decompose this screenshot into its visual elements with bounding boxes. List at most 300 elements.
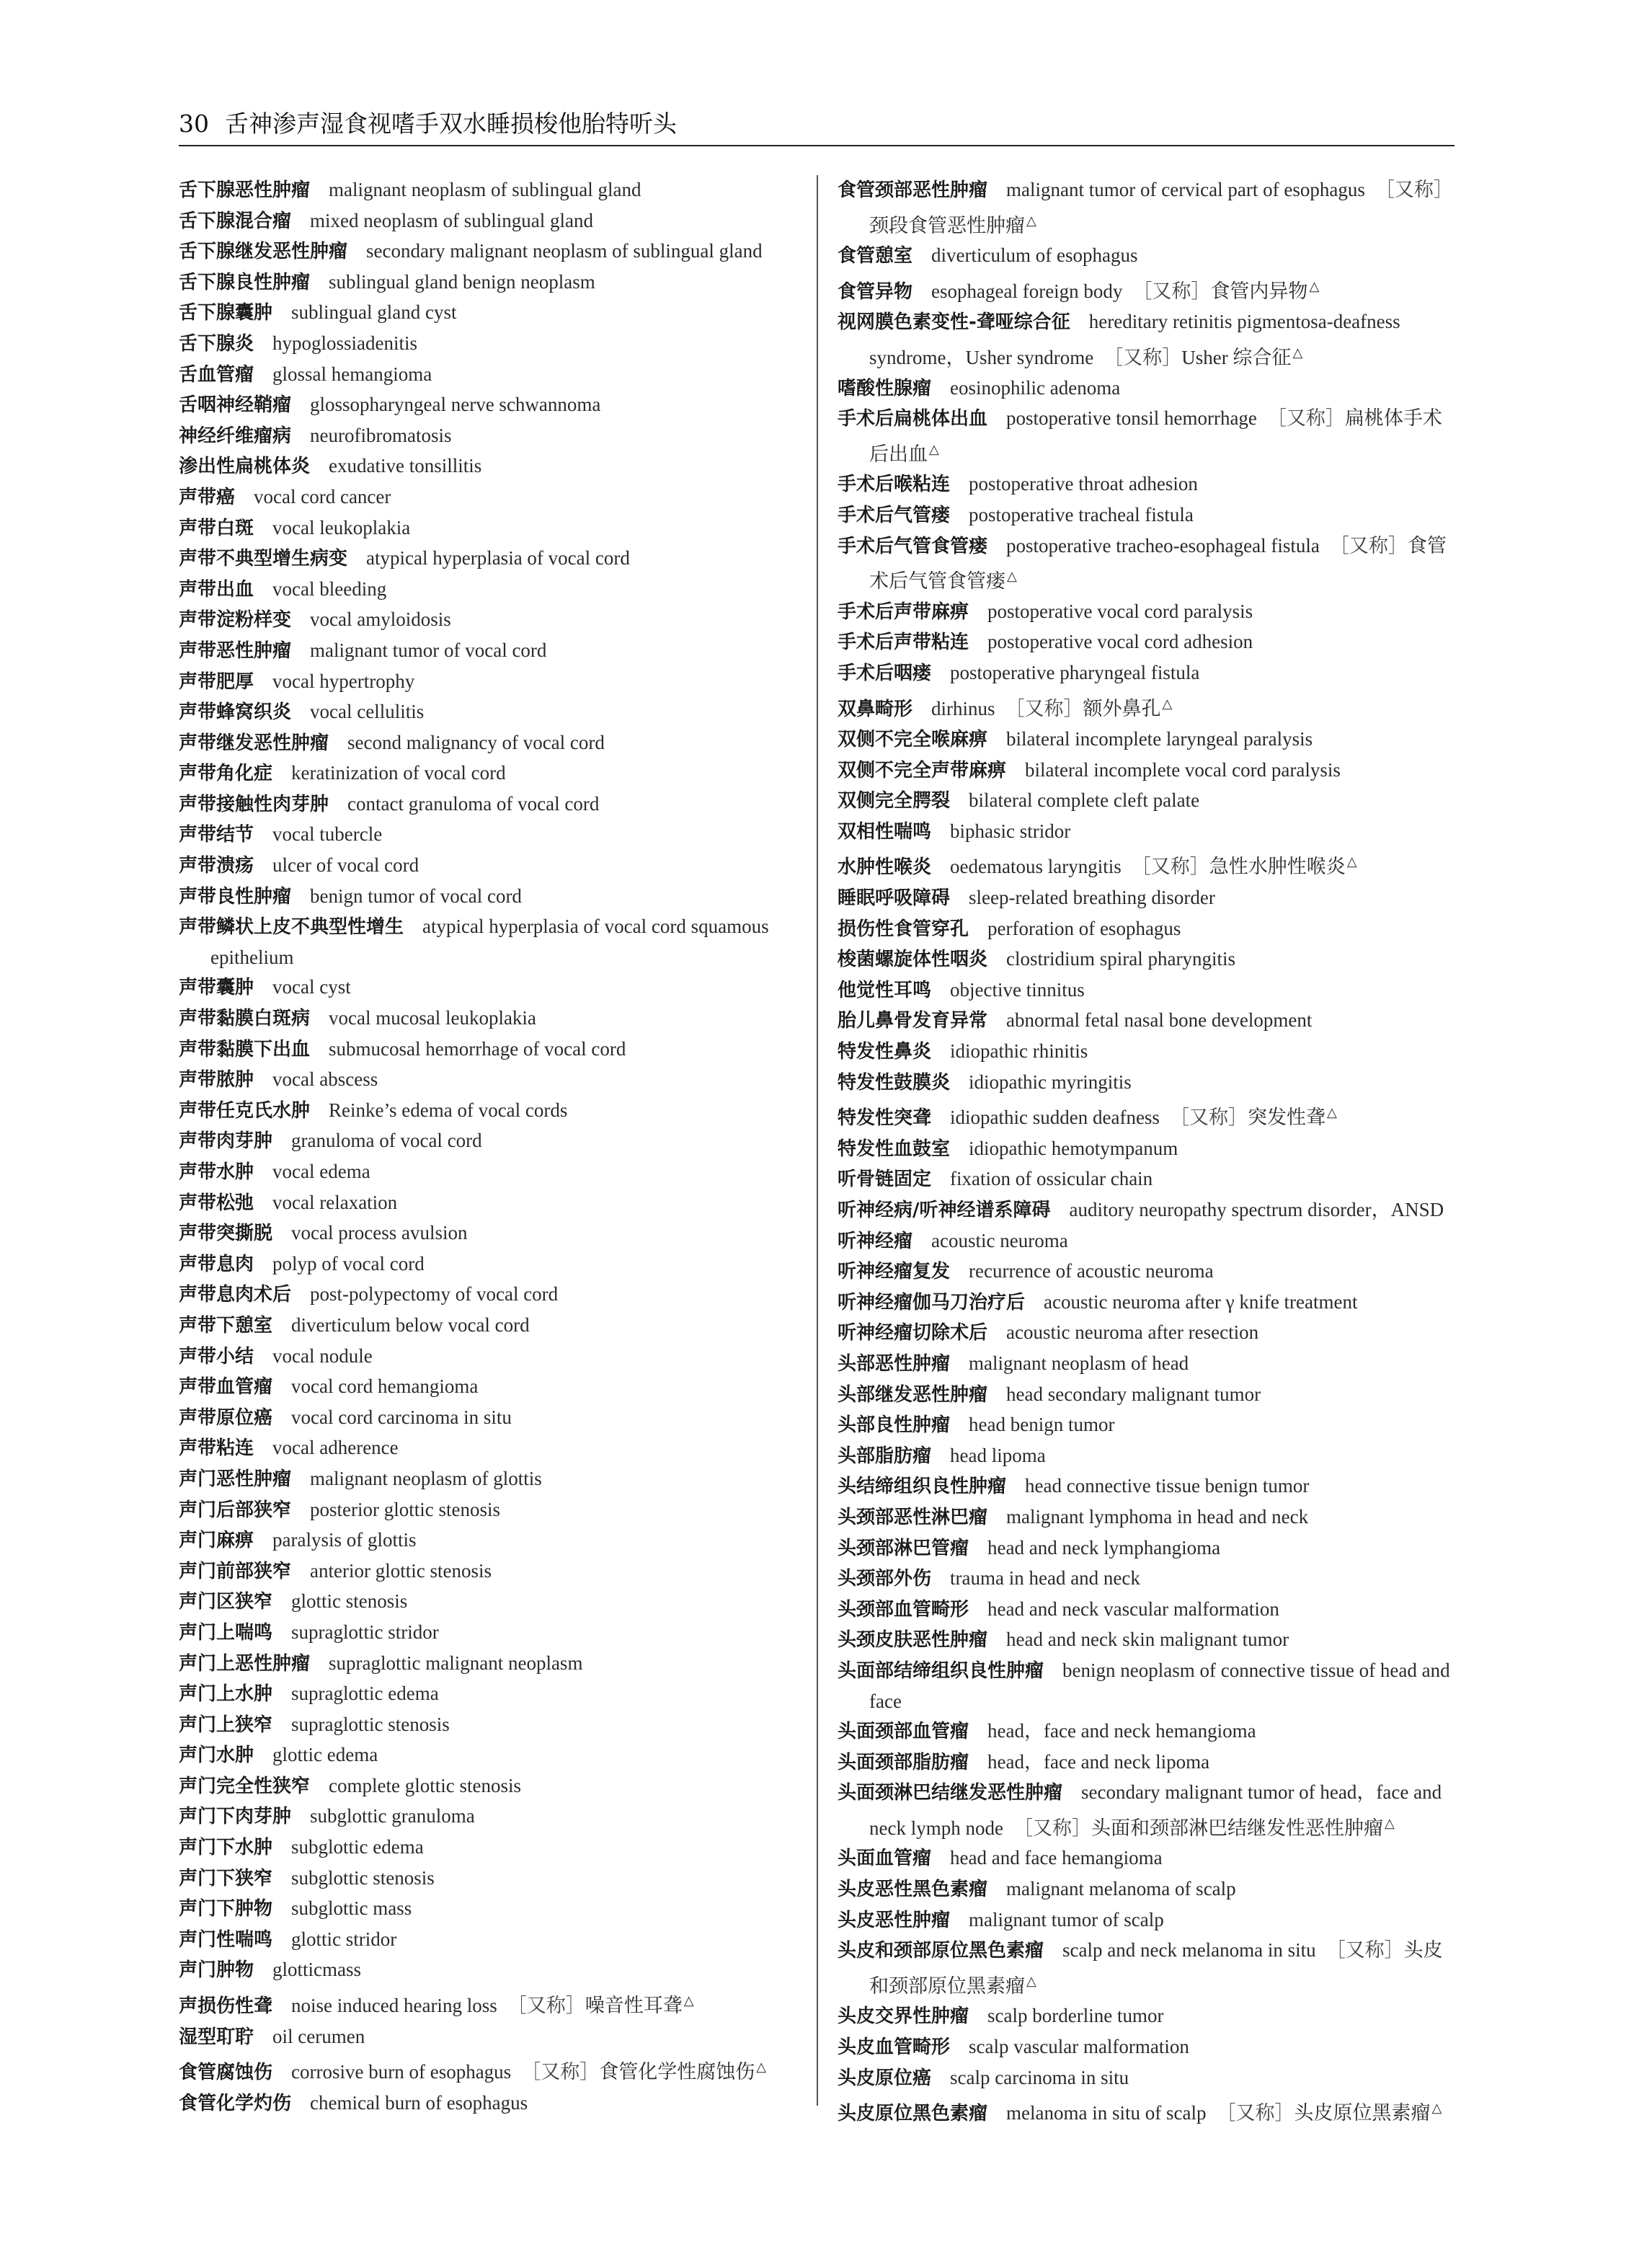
- term-chinese: 头部脂肪瘤: [838, 1445, 932, 1467]
- alternate-name: [1132, 280, 1319, 302]
- dictionary-entry: [838, 1747, 1455, 1778]
- term-chinese: 头皮恶性肿瘤: [838, 1909, 951, 1931]
- term-chinese: 声带息肉: [179, 1253, 254, 1275]
- term-chinese: 舌下腺囊肿: [179, 302, 273, 324]
- dictionary-entry: [179, 789, 800, 820]
- dictionary-entry: [179, 175, 800, 206]
- term-english: diverticulum of esophagus: [931, 244, 1138, 267]
- term-english: benign neoplasm of connective tissue of head and face: [869, 1659, 1450, 1712]
- alt-prefix: ［又称］: [1375, 179, 1453, 200]
- term-english: vocal cyst: [272, 976, 351, 998]
- dictionary-entry: [179, 1218, 800, 1249]
- alt-prefix: ［又称］: [1329, 534, 1408, 557]
- term-english: malignant tumor of scalp: [969, 1908, 1164, 1931]
- dictionary-entry: [838, 1195, 1455, 1226]
- term-chinese: 舌咽神经鞘瘤: [179, 394, 292, 417]
- term-chinese: 声带肉芽肿: [179, 1130, 273, 1153]
- dictionary-entry: [179, 697, 800, 728]
- delta-mark: △: [1326, 1105, 1337, 1120]
- term-english: glottic stridor: [291, 1928, 397, 1950]
- term-chinese: 头颈皮肤恶性肿瘤: [838, 1629, 988, 1652]
- term-english: malignant melanoma of scalp: [1006, 1878, 1236, 1900]
- dictionary-entry: [179, 1618, 800, 1649]
- term-chinese: 头皮原位癌: [838, 2067, 932, 2089]
- dictionary-entry: [838, 2001, 1455, 2032]
- term-english: vocal adherence: [272, 1437, 399, 1459]
- term-chinese: 声门下肿物: [179, 1898, 273, 1920]
- delta-mark: △: [1007, 569, 1017, 584]
- dictionary-entry: [838, 272, 1455, 308]
- term-chinese: 声门上恶性肿瘤: [179, 1652, 311, 1675]
- dictionary-entry: [179, 206, 800, 237]
- term-chinese: 食管化学灼伤: [179, 2092, 292, 2114]
- term-english: malignant neoplasm of glottis: [310, 1467, 542, 1489]
- term-chinese: 水肿性喉炎: [838, 856, 932, 879]
- dictionary-entry: [179, 2052, 800, 2088]
- term-chinese: 声带小结: [179, 1345, 254, 1368]
- term-english: dirhinus: [931, 697, 995, 719]
- term-english: second malignancy of vocal cord: [347, 731, 605, 753]
- term-chinese: 胎儿鼻骨发育异常: [838, 1010, 988, 1032]
- term-chinese: 头面部结缔组织良性肿瘤: [838, 1659, 1044, 1682]
- term-english: head connective tissue benign tumor: [1025, 1475, 1310, 1497]
- dictionary-entry: [179, 728, 800, 759]
- term-english: anterior glottic stenosis: [310, 1559, 492, 1582]
- dictionary-entry: [179, 1679, 800, 1710]
- dictionary-entry: [179, 267, 800, 298]
- term-english: noise induced hearing loss: [291, 1995, 497, 2017]
- term-english: glotticmass: [272, 1959, 362, 1981]
- term-english: mixed neoplasm of sublingual gland: [310, 209, 593, 231]
- dictionary-entry: [179, 1771, 800, 1802]
- term-english: glossal hemangioma: [272, 363, 432, 385]
- alt-term: 突发性聋: [1247, 1107, 1325, 1129]
- dictionary-entry: [179, 1740, 800, 1771]
- alt-prefix: ［又称］: [507, 1995, 585, 2017]
- term-chinese: 声门恶性肿瘤: [179, 1468, 292, 1490]
- term-english: diverticulum below vocal cord: [291, 1313, 530, 1336]
- term-chinese: 头结缔组织良性肿瘤: [838, 1476, 1007, 1498]
- term-chinese: 声带任克氏水肿: [179, 1099, 311, 1122]
- dictionary-entry: [179, 482, 800, 513]
- term-chinese: 听神经瘤切除术后: [838, 1322, 988, 1344]
- term-chinese: 舌下腺继发恶性肿瘤: [179, 241, 348, 263]
- dictionary-entry: [838, 689, 1455, 725]
- dictionary-entry: [838, 817, 1455, 848]
- term-chinese: 双侧不完全喉麻痹: [838, 729, 988, 751]
- dictionary-entry: [838, 597, 1455, 628]
- alt-term: 食管化学性腐蚀伤: [599, 2061, 755, 2083]
- alt-term: 食管内异物: [1210, 280, 1308, 302]
- dictionary-entry: [179, 390, 800, 421]
- term-chinese: 声带溃疡: [179, 855, 254, 877]
- term-english: head，face and neck hemangioma: [987, 1720, 1256, 1742]
- term-chinese: 头皮血管畸形: [838, 2036, 951, 2059]
- term-english: malignant tumor of cervical part of esophagus: [1006, 179, 1365, 200]
- alternate-name: [1132, 856, 1357, 877]
- term-chinese: 舌下腺炎: [179, 332, 254, 355]
- term-english: scalp borderline tumor: [987, 2005, 1164, 2027]
- term-english: head，face and neck lipoma: [987, 1750, 1210, 1773]
- term-english: supraglottic edema: [291, 1683, 439, 1705]
- term-english: subglottic stenosis: [291, 1866, 435, 1889]
- term-english: vocal edema: [272, 1161, 370, 1182]
- term-english: benign tumor of vocal cord: [310, 885, 522, 907]
- delta-mark: △: [929, 441, 939, 456]
- term-chinese: 声带白斑: [179, 517, 254, 539]
- alt-term: 头皮原位黑素瘤: [1294, 2102, 1431, 2124]
- term-english: vocal tubercle: [272, 823, 383, 846]
- term-english: scalp carcinoma in situ: [950, 2066, 1129, 2088]
- dictionary-entry: [838, 1502, 1455, 1533]
- term-english: atypical hyperplasia of vocal cord: [366, 547, 630, 569]
- dictionary-entry: [179, 636, 800, 667]
- term-english: postoperative pharyngeal fistula: [950, 661, 1200, 683]
- term-chinese: 视网膜色素变性-聋哑综合征: [838, 311, 1070, 334]
- dictionary-entry: [179, 1832, 800, 1863]
- dictionary-entry: [838, 755, 1455, 786]
- term-chinese: 他觉性耳鸣: [838, 979, 932, 1001]
- term-english: bilateral complete cleft palate: [969, 789, 1200, 812]
- dictionary-entry: [838, 975, 1455, 1006]
- term-english: vocal amyloidosis: [310, 608, 451, 631]
- term-chinese: 声带继发恶性肿瘤: [179, 732, 329, 754]
- dictionary-entry: [179, 1126, 800, 1157]
- alt-term: 急性水肿性喉炎: [1209, 856, 1346, 878]
- dictionary-entry: [838, 241, 1455, 272]
- term-chinese: 声损伤性聋: [179, 1995, 273, 2018]
- dictionary-entry: [179, 1311, 800, 1342]
- term-english: abnormal fetal nasal bone development: [1006, 1009, 1313, 1032]
- dictionary-entry: [179, 972, 800, 1003]
- term-chinese: 听神经瘤: [838, 1230, 913, 1252]
- term-english: acoustic neuroma after γ knife treatment: [1044, 1290, 1358, 1313]
- dictionary-entry: [179, 1003, 800, 1034]
- term-english: malignant neoplasm of sublingual gland: [329, 179, 641, 200]
- alt-term: 额外鼻孔: [1083, 697, 1161, 719]
- dictionary-entry: [179, 544, 800, 575]
- term-chinese: 声带肥厚: [179, 670, 254, 693]
- dictionary-entry: [179, 1433, 800, 1464]
- dictionary-entry: [838, 1006, 1455, 1037]
- term-chinese: 嗜酸性腺瘤: [838, 377, 932, 399]
- term-english: postoperative tonsil hemorrhage: [1006, 407, 1257, 430]
- alternate-name: [1013, 1817, 1395, 1839]
- term-chinese: 声带角化症: [179, 763, 273, 785]
- alternate-name: [1216, 2102, 1442, 2124]
- term-chinese: 头颈部淋巴管瘤: [838, 1537, 969, 1559]
- delta-mark: △: [1431, 2101, 1442, 2116]
- term-chinese: 声门下水肿: [179, 1837, 273, 1859]
- term-english: idiopathic hemotympanum: [969, 1137, 1178, 1159]
- dictionary-entry: [179, 1710, 800, 1741]
- term-english: oedematous laryngitis: [950, 856, 1122, 878]
- dictionary-entry: [179, 421, 800, 452]
- term-chinese: 听神经病/听神经谱系障碍: [838, 1200, 1051, 1221]
- term-english: vocal cord hemangioma: [291, 1375, 479, 1398]
- term-chinese: 特发性鼻炎: [838, 1041, 932, 1063]
- term-english: glottic stenosis: [291, 1590, 408, 1613]
- term-english: vocal leukoplakia: [272, 516, 411, 538]
- term-chinese: 头皮恶性黑色素瘤: [838, 1879, 988, 1901]
- term-chinese: 双鼻畸形: [838, 698, 913, 720]
- dictionary-entry: [838, 469, 1455, 500]
- dictionary-entry: [179, 1403, 800, 1434]
- term-chinese: 头颈部外伤: [838, 1568, 932, 1590]
- term-chinese: 声带出血: [179, 578, 254, 600]
- dictionary-entry: [838, 373, 1455, 404]
- term-chinese: 声门上水肿: [179, 1683, 273, 1706]
- term-chinese: 特发性鼓膜炎: [838, 1071, 951, 1094]
- dictionary-entry: [179, 1157, 800, 1188]
- term-english: acoustic neuroma after resection: [1006, 1321, 1259, 1344]
- term-english: contact granuloma of vocal cord: [347, 792, 600, 815]
- term-chinese: 头部继发恶性肿瘤: [838, 1383, 988, 1406]
- term-chinese: 头部良性肿瘤: [838, 1414, 951, 1437]
- term-chinese: 头皮原位黑色素瘤: [838, 2103, 988, 2125]
- term-english: malignant tumor of vocal cord: [310, 639, 547, 661]
- alt-prefix: ［又称］: [1131, 856, 1209, 878]
- term-english: glottic edema: [272, 1744, 378, 1766]
- term-chinese: 声带脓肿: [179, 1069, 254, 1091]
- delta-mark: △: [683, 1993, 694, 2008]
- term-english: scalp vascular malformation: [969, 2036, 1189, 2058]
- term-chinese: 梭菌螺旋体性咽炎: [838, 949, 988, 971]
- term-english: supraglottic stenosis: [291, 1713, 450, 1735]
- term-chinese: 听神经瘤复发: [838, 1261, 951, 1283]
- dictionary-entry: [179, 882, 800, 913]
- dictionary-entry: [179, 1801, 800, 1832]
- term-english: head benign tumor: [969, 1414, 1115, 1436]
- term-english: head and neck lymphangioma: [987, 1536, 1221, 1559]
- term-english: idiopathic myringitis: [969, 1071, 1132, 1093]
- dictionary-entry: [179, 1034, 800, 1065]
- alt-term: 扁桃体手术后出血: [869, 407, 1442, 465]
- term-chinese: 声带突撕脱: [179, 1223, 273, 1245]
- dictionary-entry: [179, 1249, 800, 1280]
- term-english: keratinization of vocal cord: [291, 762, 506, 784]
- term-chinese: 声门性喘鸣: [179, 1928, 273, 1951]
- term-chinese: 头颈部血管畸形: [838, 1598, 969, 1621]
- term-english: esophageal foreign body: [931, 280, 1123, 302]
- term-chinese: 舌血管瘤: [179, 363, 254, 386]
- term-english: clostridium spiral pharyngitis: [1006, 948, 1235, 970]
- term-english: head and face hemangioma: [950, 1847, 1163, 1869]
- delta-mark: △: [1292, 345, 1303, 360]
- dictionary-entry: [838, 1349, 1455, 1380]
- dictionary-entry: [838, 1533, 1455, 1564]
- dictionary-entry: [179, 1280, 800, 1311]
- alt-prefix: ［又称］: [1216, 2102, 1294, 2124]
- term-chinese: 声门上狭窄: [179, 1714, 273, 1736]
- dictionary-entry: [838, 1843, 1455, 1874]
- running-header: [179, 105, 1455, 138]
- term-english: granuloma of vocal cord: [291, 1130, 482, 1152]
- dictionary-entry: [838, 1287, 1455, 1318]
- dictionary-entry: [179, 360, 800, 391]
- term-english: acoustic neuroma: [931, 1229, 1068, 1251]
- term-chinese: 头面血管瘤: [838, 1848, 932, 1870]
- term-chinese: 声带不典型增生病变: [179, 548, 348, 570]
- dictionary-entry: [838, 1068, 1455, 1099]
- term-chinese: 听骨链固定: [838, 1169, 932, 1191]
- dictionary-entry: [179, 1525, 800, 1556]
- delta-mark: △: [1346, 854, 1357, 869]
- term-english: vocal mucosal leukoplakia: [329, 1007, 536, 1029]
- term-english: postoperative vocal cord adhesion: [987, 631, 1253, 653]
- dictionary-entry: [838, 944, 1455, 975]
- term-chinese: 声带原位癌: [179, 1406, 273, 1429]
- term-chinese: 食管异物: [838, 280, 913, 303]
- dictionary-entry: [838, 1410, 1455, 1441]
- dictionary-entry: [179, 2088, 800, 2119]
- term-chinese: 舌下腺混合瘤: [179, 210, 292, 232]
- term-chinese: 双侧完全腭裂: [838, 790, 951, 812]
- dictionary-entry: [179, 575, 800, 606]
- dictionary-entry: [179, 1955, 800, 1986]
- dictionary-entry: [838, 1441, 1455, 1472]
- term-english: recurrence of acoustic neuroma: [969, 1260, 1214, 1282]
- alt-term: 噪音性耳聋: [585, 1995, 683, 2017]
- alt-prefix: ［又称］: [1013, 1817, 1091, 1839]
- dictionary-entry: [838, 1471, 1455, 1502]
- dictionary-entry: [838, 1318, 1455, 1349]
- term-english: corrosive burn of esophagus: [291, 2061, 512, 2083]
- alt-term: 颈段食管恶性肿瘤: [869, 214, 1025, 236]
- term-chinese: 声带良性肿瘤: [179, 885, 292, 908]
- term-chinese: 声带淀粉样变: [179, 609, 292, 631]
- delta-mark: △: [1162, 696, 1173, 711]
- dictionary-entry: [179, 236, 800, 267]
- dictionary-entry: [179, 1925, 800, 1956]
- term-chinese: 声带接触性肉芽肿: [179, 793, 329, 815]
- term-english: subglottic granuloma: [310, 1805, 475, 1827]
- dictionary-entry: [179, 1342, 800, 1373]
- term-chinese: 头面颈部脂肪瘤: [838, 1751, 969, 1773]
- dictionary-entry: [179, 1464, 800, 1495]
- alt-term: 食管术后气管食管瘘: [869, 534, 1447, 593]
- dictionary-entry: [179, 851, 800, 882]
- term-english: hypoglossiadenitis: [272, 332, 418, 354]
- left-column: [179, 175, 800, 2119]
- term-english: post-polypectomy of vocal cord: [310, 1283, 559, 1306]
- term-english: vocal process avulsion: [291, 1222, 468, 1244]
- term-english: auditory neuropathy spectrum disorder，ANSD: [1069, 1199, 1444, 1220]
- term-english: bilateral incomplete vocal cord paralysis: [1025, 758, 1341, 781]
- term-chinese: 食管憩室: [838, 245, 913, 267]
- delta-mark: △: [1026, 213, 1036, 228]
- term-chinese: 声带黏膜下出血: [179, 1038, 311, 1060]
- term-english: paralysis of glottis: [272, 1529, 417, 1551]
- term-chinese: 损伤性食管穿孔: [838, 918, 969, 940]
- dictionary-entry: [179, 912, 800, 972]
- term-english: vocal abscess: [272, 1068, 378, 1091]
- dictionary-entry: [838, 404, 1455, 469]
- term-chinese: 声门上喘鸣: [179, 1621, 273, 1644]
- term-english: vocal relaxation: [272, 1191, 398, 1213]
- term-english: polyp of vocal cord: [272, 1252, 425, 1275]
- dictionary-entry: [838, 1256, 1455, 1287]
- term-chinese: 手术后扁桃体出血: [838, 408, 988, 430]
- dictionary-entry: [179, 451, 800, 482]
- term-chinese: 声门下肉芽肿: [179, 1806, 292, 1828]
- dictionary-entry: [838, 1098, 1455, 1134]
- term-english: vocal cellulitis: [310, 701, 425, 723]
- dictionary-entry: [838, 1380, 1455, 1411]
- term-chinese: 声门水肿: [179, 1745, 254, 1767]
- term-chinese: 声带恶性肿瘤: [179, 639, 292, 662]
- term-chinese: 声带黏膜白斑病: [179, 1008, 311, 1030]
- term-chinese: 声门完全性狭窄: [179, 1775, 311, 1797]
- term-english: sleep-related breathing disorder: [969, 887, 1215, 909]
- term-chinese: 声带水肿: [179, 1161, 254, 1183]
- dictionary-entry: [838, 1134, 1455, 1165]
- dictionary-entry: [179, 1894, 800, 1925]
- dictionary-entry: [838, 1778, 1455, 1843]
- term-english: idiopathic sudden deafness: [950, 1107, 1160, 1129]
- alt-prefix: ［又称］: [1266, 407, 1345, 430]
- dictionary-entry: [179, 1649, 800, 1680]
- dictionary-entry: [179, 513, 800, 544]
- dictionary-entry: [838, 307, 1455, 373]
- dictionary-entry: [838, 847, 1455, 883]
- dictionary-entry: [838, 1595, 1455, 1626]
- term-english: biphasic stridor: [950, 820, 1071, 842]
- header-title: 舌神渗声湿食视嗜手双水睡损梭他胎特听头: [225, 110, 677, 138]
- alt-term: 头面和颈部淋巴结继发性恶性肿瘤: [1091, 1817, 1383, 1839]
- alternate-name: [521, 2061, 766, 2083]
- term-english: postoperative vocal cord paralysis: [987, 600, 1253, 622]
- dictionary-entry: [838, 883, 1455, 914]
- term-english: hereditary retinitis pigmentosa-deafness syndrome，Usher syndrome: [869, 311, 1400, 368]
- delta-mark: △: [756, 2060, 767, 2075]
- dictionary-entry: [838, 531, 1455, 597]
- alt-prefix: ［又称］: [1325, 1939, 1404, 1962]
- alternate-name: [507, 1995, 694, 2016]
- dictionary-entry: [838, 1164, 1455, 1195]
- term-english: subglottic edema: [291, 1836, 424, 1858]
- term-english: postoperative throat adhesion: [969, 473, 1198, 495]
- term-english: complete glottic stenosis: [329, 1774, 521, 1796]
- dictionary-entry: [838, 1656, 1455, 1716]
- dictionary-entry: [838, 500, 1455, 531]
- dictionary-entry: [179, 329, 800, 360]
- term-chinese: 头皮和颈部原位黑色素瘤: [838, 1940, 1044, 1962]
- term-chinese: 声带结节: [179, 824, 254, 846]
- term-english: eosinophilic adenoma: [950, 376, 1121, 399]
- alt-prefix: ［又称］: [521, 2061, 600, 2083]
- alt-term: Usher 综合征: [1181, 346, 1292, 368]
- alt-term: 头皮和颈部原位黑素瘤: [869, 1939, 1443, 1997]
- term-chinese: 声门麻痹: [179, 1530, 254, 1552]
- alternate-name: [1170, 1107, 1337, 1128]
- dictionary-entry: [179, 1065, 800, 1096]
- term-english: head lipoma: [950, 1444, 1046, 1466]
- term-english: secondary malignant neoplasm of sublingual gland: [366, 240, 763, 262]
- dictionary-entry: [838, 1037, 1455, 1068]
- page-number: 30: [179, 110, 209, 138]
- term-english: perforation of esophagus: [987, 917, 1181, 939]
- term-chinese: 渗出性扁桃体炎: [179, 456, 311, 478]
- term-chinese: 舌下腺恶性肿瘤: [179, 179, 311, 201]
- dictionary-entry: [838, 2032, 1455, 2063]
- dictionary-entry: [179, 1372, 800, 1403]
- dictionary-entry: [179, 605, 800, 636]
- term-chinese: 手术后声带麻痹: [838, 600, 969, 623]
- term-english: postoperative tracheo-esophageal fistula: [1006, 534, 1320, 557]
- term-english: bilateral incomplete laryngeal paralysis: [1006, 728, 1313, 750]
- term-english: objective tinnitus: [950, 978, 1085, 1001]
